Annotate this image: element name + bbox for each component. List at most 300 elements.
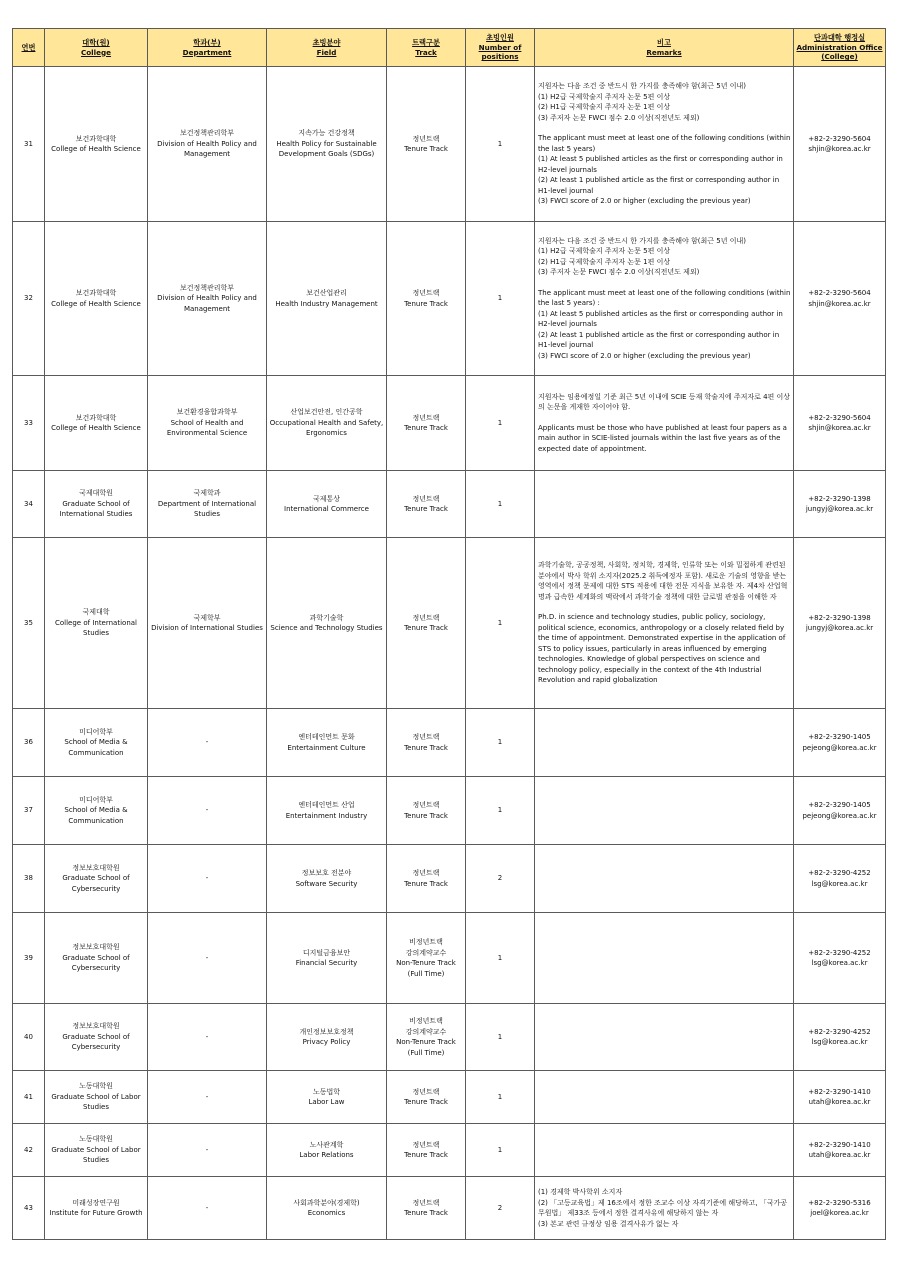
cell-department-line: Division of Health Policy and Management xyxy=(157,139,257,159)
table-row xyxy=(13,1004,886,1071)
cell-remarks xyxy=(535,913,794,1004)
cell-field-line: Economics xyxy=(307,1209,346,1217)
cell-field-line: Entertainment Culture xyxy=(287,743,366,752)
header-department: 학과(부) Department xyxy=(148,29,267,67)
cell-admin-office-line: jungyj@korea.ac.kr xyxy=(805,505,874,513)
cell-field xyxy=(267,376,387,471)
cell-track-line: 비정년트랙 xyxy=(409,938,443,946)
cell-department-line: - xyxy=(205,738,209,747)
cell-department-line: Department of International Studies xyxy=(157,499,257,519)
cell-college xyxy=(45,845,148,913)
cell-track-line: Non-Tenure Track xyxy=(396,1038,456,1046)
cell-track-line: Tenure Track xyxy=(404,1151,448,1159)
cell-positions xyxy=(466,913,535,1004)
cell-field-line: 지속가능 건강정책 xyxy=(298,129,355,138)
cell-no xyxy=(13,1004,45,1071)
cell-remarks-line: 지원자는 다음 조건 중 반드시 한 가지를 충족해야 함(최근 5년 이내) xyxy=(538,236,746,245)
cell-department-line: School of Health and Environmental Science xyxy=(166,418,248,438)
cell-positions xyxy=(466,709,535,777)
cell-field-line: 정보보호 전분야 xyxy=(301,869,352,877)
cell-no-value: 31 xyxy=(24,139,33,148)
cell-positions xyxy=(466,222,535,376)
cell-admin-office xyxy=(794,1004,886,1071)
cell-remarks-line: 지원자는 임용예정일 기준 최근 5년 이내에 SCIE 등재 학술지에 주저자로 4편 이상의 논문을 게재한 자이어야 함. xyxy=(538,392,791,412)
cell-admin-office xyxy=(794,845,886,913)
cell-department xyxy=(148,538,267,709)
faculty-recruitment-table xyxy=(12,28,886,1240)
cell-field xyxy=(267,538,387,709)
cell-no-value: 32 xyxy=(24,294,33,303)
header-college: 대학(원) College xyxy=(45,29,148,67)
cell-college-line: 정보보호대학원 xyxy=(72,863,120,872)
table-body xyxy=(13,67,886,1240)
cell-field-line: 노사관계학 xyxy=(309,1140,344,1149)
cell-positions xyxy=(466,845,535,913)
cell-positions-value: 1 xyxy=(497,806,503,815)
cell-positions-value: 1 xyxy=(497,1032,503,1041)
cell-track xyxy=(387,471,466,538)
cell-admin-office-line: shjin@korea.ac.kr xyxy=(808,424,871,432)
cell-college-line: Graduate School of Labor Studies xyxy=(51,1092,141,1112)
cell-department xyxy=(148,222,267,376)
cell-track-line: Non-Tenure Track xyxy=(396,959,456,967)
cell-positions xyxy=(466,538,535,709)
cell-department xyxy=(148,1124,267,1177)
table-row xyxy=(13,222,886,376)
cell-department-line: - xyxy=(205,1032,209,1041)
cell-field-line: 개인정보보호정책 xyxy=(299,1027,354,1036)
cell-remarks-line: The applicant must meet at least one of the following conditions (within the last 5 years) xyxy=(538,134,791,153)
cell-admin-office xyxy=(794,67,886,222)
cell-remarks-line: Ph.D. in science and technology studies, public policy, sociology, political science, economics, anthropology or a closely related field by the time of appointment. Demonstrated expertise in the application of STS to policy issues, particularly in areas influenced by emerging technologies. Knowledge of global perspectives on science and technology policy, especially in the context of the 4th Industrial Revolution and rapid globalization xyxy=(538,613,786,685)
cell-admin-office xyxy=(794,709,886,777)
cell-remarks-line: (1) 경제학 박사학위 소지자 xyxy=(538,1188,623,1196)
cell-college xyxy=(45,709,148,777)
cell-remarks-line: (2) At least 1 published article as the first or corresponding author in H1-level journal xyxy=(538,176,780,195)
cell-remarks-line: 과학기술학, 공공정책, 사회학, 정치학, 경제학, 인류학 또는 이와 밀접하게 관련된 분야에서 박사 학위 소지자(2025.2 취득예정자 포함). 새로운 기술의 영향을 받는 영역에서 정책 문제에 대한 STS 적용에 대한 전문 지식을 보유한 자. 제4차 산업혁명과 급속한 세계화의 맥락에서 과학기술 정책에 대한 글로벌 관점을 이해한 자 xyxy=(538,561,788,601)
cell-department xyxy=(148,845,267,913)
cell-department xyxy=(148,913,267,1004)
cell-field-line: Financial Security xyxy=(295,959,358,967)
cell-track-line: 정년트랙 xyxy=(412,413,440,422)
cell-college-line: 미디어학부 xyxy=(79,795,113,804)
table-row xyxy=(13,376,886,471)
cell-college-line: 미디어학부 xyxy=(79,727,113,736)
cell-college-line: College of Health Science xyxy=(51,424,141,432)
cell-admin-office-line: +82-2-3290-4252 xyxy=(808,1027,871,1036)
cell-field-line: 과학기술학 xyxy=(309,613,344,622)
cell-field xyxy=(267,1177,387,1240)
cell-college-line: 보건과학대학 xyxy=(75,289,117,297)
cell-admin-office-line: pejeong@korea.ac.kr xyxy=(802,743,877,752)
cell-track-line: 정년트랙 xyxy=(412,289,440,297)
cell-track-line: 정년트랙 xyxy=(412,1087,440,1096)
cell-admin-office-line: +82-2-3290-5316 xyxy=(808,1198,871,1207)
line-gap xyxy=(538,278,791,288)
cell-remarks xyxy=(535,471,794,538)
cell-remarks xyxy=(535,709,794,777)
cell-positions xyxy=(466,1004,535,1071)
cell-field-line: 엔터테인먼트 산업 xyxy=(298,801,355,809)
cell-admin-office-line: +82-2-3290-5604 xyxy=(808,289,871,297)
table-row xyxy=(13,1177,886,1240)
table-row xyxy=(13,845,886,913)
cell-remarks-line: (1) At least 5 published articles as the first or corresponding author in H2-level journals xyxy=(538,309,783,329)
cell-admin-office xyxy=(794,376,886,471)
cell-college-line: Graduate School of Cybersecurity xyxy=(62,953,130,973)
cell-track-line: (Full Time) xyxy=(407,969,445,978)
cell-field xyxy=(267,777,387,845)
header-positions: 초빙인원 Number of positions xyxy=(466,29,535,67)
cell-remarks-line: (3) FWCI score of 2.0 or higher (excluding the previous year) xyxy=(538,351,751,360)
cell-remarks-line: (1) At least 5 published articles as the first or corresponding author in H2-level journals xyxy=(538,155,783,174)
cell-college-line: 국제대학원 xyxy=(79,489,113,498)
cell-field xyxy=(267,845,387,913)
cell-field xyxy=(267,913,387,1004)
cell-college-line: 정보보호대학원 xyxy=(72,1022,120,1031)
cell-track-line: 정년트랙 xyxy=(412,1140,440,1149)
cell-field-line: Labor Law xyxy=(308,1098,345,1106)
cell-college xyxy=(45,1124,148,1177)
cell-track-line: Tenure Track xyxy=(404,145,448,153)
cell-college xyxy=(45,1004,148,1071)
cell-college-line: 보건과학대학 xyxy=(75,134,117,143)
cell-field-line: Software Security xyxy=(295,879,358,888)
cell-positions xyxy=(466,777,535,845)
cell-college xyxy=(45,1177,148,1240)
line-gap xyxy=(538,123,791,133)
cell-field xyxy=(267,1071,387,1124)
cell-no-value: 40 xyxy=(24,1032,33,1041)
cell-admin-office-line: +82-2-3290-1398 xyxy=(808,494,871,503)
cell-admin-office-line: +82-2-3290-1398 xyxy=(808,613,871,622)
cell-field-line: Health Policy for Sustainable Development Goals (SDGs) xyxy=(276,139,377,159)
cell-department xyxy=(148,709,267,777)
cell-track-line: Tenure Track xyxy=(404,299,448,308)
cell-college-line: 노동대학원 xyxy=(79,1082,113,1091)
cell-college xyxy=(45,67,148,222)
line-gap xyxy=(538,602,791,612)
cell-no-value: 35 xyxy=(24,618,33,627)
cell-positions-value: 1 xyxy=(497,738,503,747)
cell-field-line: 보건산업관리 xyxy=(306,289,347,297)
cell-admin-office-line: +82-2-3290-1410 xyxy=(808,1087,871,1096)
cell-track xyxy=(387,1071,466,1124)
cell-field-line: 엔터테인먼트 문화 xyxy=(298,733,355,741)
cell-college-line: 보건과학대학 xyxy=(75,413,117,422)
cell-college-line: 노동대학원 xyxy=(79,1135,113,1144)
cell-track-line: 정년트랙 xyxy=(412,613,440,622)
cell-remarks xyxy=(535,538,794,709)
cell-remarks xyxy=(535,777,794,845)
cell-track-line: 정년트랙 xyxy=(412,494,440,503)
cell-remarks-line: (3) 본교 관련 규정상 임용 결격사유가 없는 자 xyxy=(538,1219,679,1228)
cell-track xyxy=(387,845,466,913)
cell-track-line: 정년트랙 xyxy=(412,134,440,143)
cell-field-line: Labor Relations xyxy=(299,1151,354,1159)
table-row xyxy=(13,1071,886,1124)
cell-remarks-line: (2) H1급 국제학술지 주저자 논문 1편 이상 xyxy=(538,257,671,266)
cell-positions xyxy=(466,1177,535,1240)
cell-no-value: 34 xyxy=(24,499,33,508)
cell-track-line: (Full Time) xyxy=(407,1048,445,1057)
cell-remarks-line: (3) FWCI score of 2.0 or higher (excluding the previous year) xyxy=(538,197,751,206)
cell-no xyxy=(13,845,45,913)
cell-field xyxy=(267,222,387,376)
cell-remarks xyxy=(535,1124,794,1177)
cell-department-line: - xyxy=(205,1092,209,1101)
cell-college xyxy=(45,222,148,376)
cell-admin-office-line: +82-2-3290-1405 xyxy=(808,801,871,809)
cell-department-line: - xyxy=(205,1203,209,1212)
cell-no xyxy=(13,1177,45,1240)
cell-admin-office-line: +82-2-3290-4252 xyxy=(808,948,871,957)
cell-no-value: 41 xyxy=(24,1092,33,1101)
cell-college xyxy=(45,471,148,538)
cell-college-line: Graduate School of Labor Studies xyxy=(51,1145,141,1165)
cell-track xyxy=(387,376,466,471)
cell-field-line: International Commerce xyxy=(284,505,369,513)
header-admin-office: 단과대학 행정실 Administration Office (College) xyxy=(794,29,886,67)
cell-remarks-line: Applicants must be those who have published at least four papers as a main author in SCIE-listed journals within the last five years as of the expected date of appointment. xyxy=(538,423,787,453)
cell-no-value: 39 xyxy=(24,953,33,962)
cell-positions-value: 1 xyxy=(497,1145,503,1154)
cell-track xyxy=(387,67,466,222)
cell-no xyxy=(13,1124,45,1177)
cell-field-line: 산업보건안전, 인간공학 xyxy=(290,408,363,417)
cell-track-line: Tenure Track xyxy=(404,1209,448,1217)
cell-positions-value: 1 xyxy=(497,294,503,303)
header-track: 트랙구분 Track xyxy=(387,29,466,67)
cell-department-line: Division of International Studies xyxy=(151,624,263,632)
cell-track-line: Tenure Track xyxy=(404,879,448,888)
cell-field xyxy=(267,471,387,538)
table-row xyxy=(13,777,886,845)
cell-positions xyxy=(466,1124,535,1177)
cell-track-line: 정년트랙 xyxy=(412,801,440,809)
cell-college xyxy=(45,777,148,845)
cell-track xyxy=(387,538,466,709)
cell-no-value: 33 xyxy=(24,418,33,427)
cell-college xyxy=(45,1071,148,1124)
cell-college-line: Graduate School of International Studies xyxy=(59,499,133,519)
cell-field-line: 국제통상 xyxy=(312,494,341,503)
cell-admin-office-line: pejeong@korea.ac.kr xyxy=(802,811,877,820)
cell-track-line: 비정년트랙 xyxy=(409,1017,443,1025)
table-row xyxy=(13,538,886,709)
cell-remarks xyxy=(535,376,794,471)
cell-remarks-line: (3) 주저자 논문 FWCI 점수 2.0 이상(직전년도 제외) xyxy=(538,268,700,277)
cell-department-line: 보건환경융합과학부 xyxy=(176,408,238,417)
cell-track-line: Tenure Track xyxy=(404,424,448,432)
cell-track xyxy=(387,913,466,1004)
cell-department-line: Division of Health Policy and Management xyxy=(157,294,257,313)
cell-positions-value: 1 xyxy=(497,618,503,627)
cell-admin-office xyxy=(794,913,886,1004)
cell-department-line: - xyxy=(205,806,209,815)
cell-college xyxy=(45,913,148,1004)
cell-field-line: Science and Technology Studies xyxy=(270,624,383,632)
cell-track-line: Tenure Track xyxy=(404,624,448,632)
header-no: 연번 xyxy=(13,29,45,67)
cell-remarks xyxy=(535,1004,794,1071)
table-row xyxy=(13,1124,886,1177)
cell-department xyxy=(148,376,267,471)
cell-department-line: - xyxy=(205,1145,209,1154)
cell-remarks xyxy=(535,845,794,913)
table-row xyxy=(13,709,886,777)
cell-admin-office-line: lsg@korea.ac.kr xyxy=(811,1038,868,1046)
cell-positions-value: 1 xyxy=(497,418,503,427)
cell-remarks-line: (1) H2급 국제학술지 주저자 논문 5편 이상 xyxy=(538,247,671,256)
cell-admin-office-line: utah@korea.ac.kr xyxy=(808,1098,871,1106)
cell-field-line: 사회과학분야(경제학) xyxy=(293,1198,360,1207)
cell-department-line: - xyxy=(205,874,209,883)
cell-department-line: - xyxy=(205,953,209,962)
cell-admin-office-line: shjin@korea.ac.kr xyxy=(808,299,871,308)
cell-remarks-line: (1) H2급 국제학술지 주저자 논문 5편 이상 xyxy=(538,92,671,101)
cell-positions-value: 2 xyxy=(497,1203,503,1212)
line-gap xyxy=(538,413,791,423)
cell-field-line: Occupational Health and Safety, Ergonomics xyxy=(269,418,384,438)
cell-track-line: Tenure Track xyxy=(404,505,448,513)
cell-admin-office-line: jungyj@korea.ac.kr xyxy=(805,624,874,632)
cell-admin-office xyxy=(794,777,886,845)
cell-no xyxy=(13,222,45,376)
cell-remarks xyxy=(535,1177,794,1240)
cell-track xyxy=(387,1004,466,1071)
cell-college-line: College of International Studies xyxy=(55,618,137,638)
cell-no xyxy=(13,913,45,1004)
cell-track xyxy=(387,1124,466,1177)
cell-positions xyxy=(466,471,535,538)
cell-positions xyxy=(466,376,535,471)
cell-track xyxy=(387,1177,466,1240)
table-row xyxy=(13,67,886,222)
cell-remarks-line: (2) H1급 국제학술지 주저자 논문 1편 이상 xyxy=(538,103,671,112)
cell-remarks-line: (2) 「고등교육법」제 16조에서 정한 조교수 이상 자격기준에 해당하고, 「국가공무원법」 제33조 등에서 정한 결격사유에 해당하지 않는 자 xyxy=(538,1198,788,1217)
cell-admin-office-line: +82-2-3290-1410 xyxy=(808,1140,871,1149)
cell-department xyxy=(148,1004,267,1071)
cell-department xyxy=(148,777,267,845)
cell-positions-value: 1 xyxy=(497,953,503,962)
header-remarks: 비고 Remarks xyxy=(535,29,794,67)
cell-remarks xyxy=(535,1071,794,1124)
cell-positions xyxy=(466,1071,535,1124)
cell-track-line: 정년트랙 xyxy=(412,733,440,741)
cell-department-line: 국제학과 xyxy=(193,489,221,498)
cell-admin-office-line: joel@korea.ac.kr xyxy=(810,1209,869,1217)
cell-college-line: 국제대학 xyxy=(82,608,110,617)
cell-remarks-line: (2) At least 1 published article as the first or corresponding author in H1-level journal xyxy=(538,330,780,350)
cell-track-line: 강의계약교수 xyxy=(405,1027,447,1036)
cell-admin-office xyxy=(794,471,886,538)
cell-field-line: 노동법학 xyxy=(312,1087,341,1096)
cell-track-line: Tenure Track xyxy=(404,1098,448,1106)
cell-positions-value: 1 xyxy=(497,499,503,508)
cell-track-line: 강의계약교수 xyxy=(405,948,447,957)
cell-admin-office-line: lsg@korea.ac.kr xyxy=(811,959,868,967)
cell-remarks xyxy=(535,222,794,376)
cell-department xyxy=(148,67,267,222)
cell-field-line: Health Industry Management xyxy=(275,299,378,308)
table-header-row xyxy=(13,29,886,67)
table-row xyxy=(13,471,886,538)
cell-field-line: Entertainment Industry xyxy=(285,811,368,820)
cell-track-line: 정년트랙 xyxy=(412,869,440,877)
cell-positions-value: 1 xyxy=(497,1092,503,1101)
cell-no xyxy=(13,777,45,845)
cell-no xyxy=(13,67,45,222)
cell-college-line: 정보보호대학원 xyxy=(72,943,120,952)
cell-track-line: Tenure Track xyxy=(404,811,448,820)
cell-no xyxy=(13,376,45,471)
cell-track xyxy=(387,222,466,376)
cell-admin-office xyxy=(794,1177,886,1240)
cell-college-line: School of Media & Communication xyxy=(64,806,128,825)
cell-no-value: 42 xyxy=(24,1145,33,1154)
cell-college-line: Institute for Future Growth xyxy=(49,1209,143,1217)
cell-department xyxy=(148,1071,267,1124)
cell-admin-office-line: +82-2-3290-5604 xyxy=(808,413,871,422)
cell-college-line: School of Media & Communication xyxy=(64,738,128,757)
cell-department-line: 보건정책관리학부 xyxy=(179,283,235,292)
cell-remarks-line: The applicant must meet at least one of the following conditions (within the last 5 years) : xyxy=(538,288,791,308)
cell-admin-office-line: +82-2-3290-1405 xyxy=(808,733,871,741)
cell-no xyxy=(13,471,45,538)
cell-college-line: Graduate School of Cybersecurity xyxy=(62,874,130,893)
cell-no-value: 36 xyxy=(24,738,33,747)
cell-track xyxy=(387,777,466,845)
cell-admin-office xyxy=(794,1071,886,1124)
cell-admin-office-line: +82-2-3290-5604 xyxy=(808,134,871,143)
cell-college-line: College of Health Science xyxy=(51,299,141,308)
cell-no-value: 37 xyxy=(24,806,33,815)
cell-field xyxy=(267,709,387,777)
cell-admin-office-line: +82-2-3290-4252 xyxy=(808,869,871,877)
cell-remarks xyxy=(535,67,794,222)
cell-field xyxy=(267,1124,387,1177)
cell-college xyxy=(45,538,148,709)
cell-positions-value: 1 xyxy=(497,139,503,148)
cell-no xyxy=(13,1071,45,1124)
cell-no xyxy=(13,709,45,777)
cell-positions xyxy=(466,67,535,222)
header-field: 초빙분야 Field xyxy=(267,29,387,67)
cell-no xyxy=(13,538,45,709)
cell-track xyxy=(387,709,466,777)
cell-track-line: Tenure Track xyxy=(404,743,448,752)
cell-field-line: Privacy Policy xyxy=(302,1038,351,1046)
table-row xyxy=(13,913,886,1004)
cell-admin-office-line: lsg@korea.ac.kr xyxy=(811,879,868,888)
cell-department xyxy=(148,471,267,538)
cell-admin-office-line: utah@korea.ac.kr xyxy=(808,1151,871,1159)
cell-department xyxy=(148,1177,267,1240)
cell-college-line: College of Health Science xyxy=(51,145,141,153)
cell-admin-office xyxy=(794,1124,886,1177)
cell-field xyxy=(267,67,387,222)
cell-department-line: 보건정책관리학부 xyxy=(179,129,235,138)
cell-admin-office-line: shjin@korea.ac.kr xyxy=(808,145,871,153)
cell-college-line: 미래성장연구원 xyxy=(72,1198,120,1207)
cell-no-value: 43 xyxy=(24,1203,33,1212)
cell-no-value: 38 xyxy=(24,874,33,883)
cell-college-line: Graduate School of Cybersecurity xyxy=(62,1032,130,1052)
cell-remarks-line: 지원자는 다음 조건 중 반드시 한 가지를 충족해야 함(최근 5년 이내) xyxy=(538,82,746,91)
cell-admin-office xyxy=(794,538,886,709)
cell-college xyxy=(45,376,148,471)
